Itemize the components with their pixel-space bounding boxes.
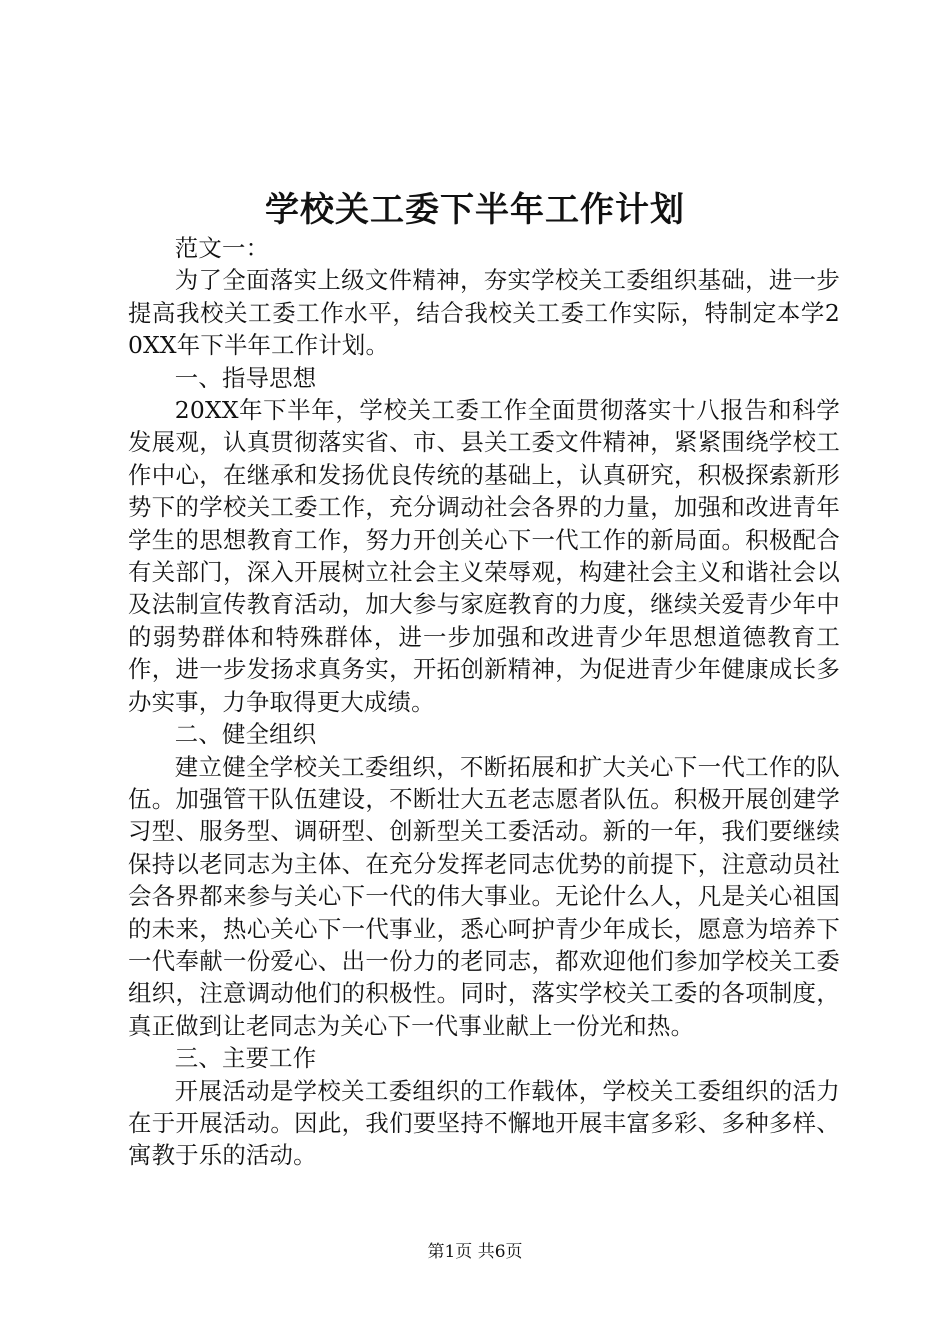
page-indicator: 第1页 共6页 (427, 1242, 523, 1262)
document-title: 学校关工委下半年工作计划 (265, 190, 685, 230)
organization-paragraph: 建立健全学校关工委组织，不断拓展和扩大关心下一代工作的队伍。加强管干队伍建设，不断壮大五老志愿者队伍。积极开展创建学习型、服务型、调研型、创新型关工委活动。新的一年，我们要继续保持以老同志为主体、在充分发挥老同志优势的前提下，注意动员社会各界都来参与关心下一代的伟大事业。无论什么人，凡是关心祖国的未来，热心关心下一代事业，悉心呵护青少年成长，愿意为培养下一代奉献一份爱心、出一份力的老同志，都欢迎他们参加学校关工委组织，注意调动他们的积极性。同时，落实学校关工委的各项制度，真正做到让老同志为关心下一代事业献上一份光和热。 (128, 752, 840, 1040)
document-body (128, 232, 840, 1172)
section-heading-guiding-ideology: 一、指导思想 (174, 363, 317, 392)
section-heading-organization: 二、健全组织 (174, 720, 317, 749)
intro-paragraph: 为了全面落实上级文件精神，夯实学校关工委组织基础，进一步提高我校关工委工作水平，结合我校关工委工作实际，特制定本学20XX年下半年工作计划。 (128, 266, 840, 360)
section-heading-main-work: 三、主要工作 (174, 1044, 317, 1073)
main-work-paragraph: 开展活动是学校关工委组织的工作载体，学校关工委组织的活力在于开展活动。因此，我们要坚持不懈地开展丰富多彩、多种多样、寓教于乐的活动。 (128, 1076, 840, 1170)
sample-label: 范文一： (174, 234, 270, 262)
guiding-ideology-paragraph: 20XX年下半年，学校关工委工作全面贯彻落实十八报告和科学发展观，认真贯彻落实省、市、县关工委文件精神，紧紧围绕学校工作中心，在继承和发扬优良传统的基础上，认真研究，积极探索新形势下的学校关工委工作，充分调动社会各界的力量，加强和改进青年学生的思想教育工作，努力开创关心下一代工作的新局面。积极配合有关部门，深入开展树立社会主义荣辱观，构建社会主义和谐社会以及法制宣传教育活动，加大参与家庭教育的力度，继续关爱青少年中的弱势群体和特殊群体，进一步加强和改进青少年思想道德教育工作，进一步发扬求真务实，开拓创新精神，为促进青少年健康成长多办实事，力争取得更大成绩。 (128, 396, 840, 716)
